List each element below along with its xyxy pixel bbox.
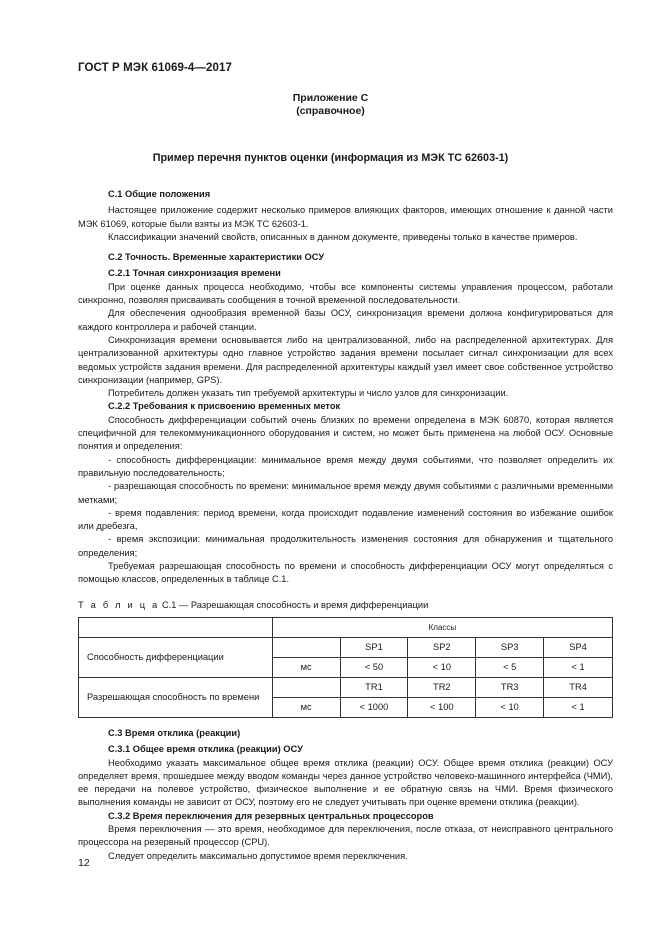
class-cell: SP1 [340, 637, 408, 657]
subsection-heading: С.3.1 Общее время отклика (реакции) ОСУ [108, 744, 303, 755]
value-cell: < 5 [476, 657, 544, 677]
paragraph: Способность дифференциации событий очень близких по времени определена в МЭК 60870, которая является специфичной для телекоммуникационного оборудования и систем, но может быть применена на любой ОСУ. Основные понятия и определения: [78, 414, 613, 452]
appendix-subtitle: (справочное) [296, 105, 365, 117]
definition-item: - время подавления: период времени, когда происходит подавление изменений состояния во избежание ошибок или дребезга, [78, 507, 613, 532]
unit-cell: мс [272, 697, 340, 717]
classes-table [78, 617, 613, 718]
definition-item: - разрешающая способность по времени: минимальное время между двумя событиями с различными временными метками; [78, 481, 613, 505]
section-heading: С.3 Время отклика (реакции) [108, 727, 241, 738]
class-cell: TR3 [476, 677, 544, 697]
subsection-heading: С.2.1 Точная синхронизация времени [108, 268, 281, 279]
table-caption-prefix: Т а б л и ц а [78, 599, 160, 610]
row-label: Разрешающая способность по времени [79, 677, 273, 717]
table-cell [272, 637, 340, 657]
document-body [78, 188, 613, 863]
class-cell: TR2 [408, 677, 476, 697]
paragraph: Следует определить максимально допустимое время переключения. [108, 850, 408, 861]
unit-cell: мс [272, 657, 340, 677]
paragraph: При оценке данных процесса необходимо, чтобы все компоненты системы управления процессом, работали синхронно, позволяя присваивать сообщения в точной временной последовательности. [78, 281, 613, 306]
paragraph: Синхронизация времени основывается либо на централизованной, либо на распределенной архитектурах. Для централизованной архитектуры одно главное устройство задания времени посылает сигнал синхронизации для всех ведомых устройств задания времени. Для распределенной архитектуры каждый узел имеет свое собственное устройство синхронизации (например, GPS). [78, 334, 613, 385]
value-cell: < 50 [340, 657, 408, 677]
class-cell: TR1 [340, 677, 408, 697]
paragraph: Время переключения — это время, необходимое для переключения, после отказа, от неисправного центрального процессора на резервный процессор (CPU). [78, 823, 613, 848]
page-number: 12 [78, 857, 90, 869]
table-row [79, 677, 613, 697]
value-cell: < 10 [408, 657, 476, 677]
table-caption-text: С.1 — Разрешающая способность и время дифференциации [161, 599, 429, 610]
class-cell: SP3 [476, 637, 544, 657]
table-corner-cell [79, 617, 273, 637]
table-caption [78, 599, 613, 612]
table-row [79, 637, 613, 657]
subsection-heading: С.3.2 Время переключения для резервных центральных процессоров [108, 810, 434, 821]
main-title: Пример перечня пунктов оценки (информация из МЭК ТС 62603-1) [152, 152, 509, 164]
class-cell: SP2 [408, 637, 476, 657]
section-heading: С.2 Точность. Временные характеристики ОСУ [108, 252, 325, 263]
paragraph: Потребитель должен указать тип требуемой архитектуры и число узлов для синхронизации. [108, 388, 509, 399]
appendix-title: Приложение С [292, 92, 369, 104]
table-header-classes: Классы [272, 617, 612, 637]
subsection-heading: С.2.2 Требования к присвоению временных меток [108, 401, 341, 412]
class-cell: SP4 [544, 637, 613, 657]
paragraph: Требуемая разрешающая способность по времени и способность дифференциации ОСУ могут определяться с помощью классов, определенных в таблице С.1. [78, 561, 613, 585]
value-cell: < 1000 [340, 697, 408, 717]
paragraph: Необходимо указать максимальное общее время отклика (реакции) ОСУ. Общее время отклика (реакции) ОСУ определяет время, прошедшее между вводом команды через данное устройство человеко-машинного интерфейса (ЧМИ), ее передачи на полевое устройство, физическое выполнение и ее обратную связь на ЧМИ. Время физического выполнения команды не зависит от ОСУ, поэтому его не следует учитывать при оценке времени отклика (реакции). [78, 757, 613, 808]
table-header-row [79, 617, 613, 637]
class-cell: TR4 [544, 677, 613, 697]
section-heading: С.1 Общие положения [108, 189, 211, 199]
standard-header: ГОСТ Р МЭК 61069-4—2017 [78, 62, 232, 74]
definition-item: - способность дифференциации: минимальное время между двумя событиями, что позволяет определить их правильную последовательность; [78, 454, 613, 478]
value-cell: < 100 [408, 697, 476, 717]
paragraph: Классификации значений свойств, описанных в данном документе, приведены только в качестве примеров. [108, 231, 578, 242]
paragraph: Настоящее приложение содержит несколько примеров влияющих факторов, имеющих отношение к данной части МЭК 61069, которые были взяты из МЭК ТС 62603-1. [78, 205, 613, 229]
value-cell: < 1 [544, 657, 613, 677]
value-cell: < 1 [544, 697, 613, 717]
paragraph: Для обеспечения однообразия временной базы ОСУ, синхронизация времени должна конфигурироваться для каждого контроллера и рабочей станции. [78, 308, 613, 332]
table-cell [272, 677, 340, 697]
definition-item: - время экспозиции: минимальная продолжительность изменения состояния для обнаружения и тщательного определения; [78, 534, 613, 558]
value-cell: < 10 [476, 697, 544, 717]
row-label: Способность дифференциации [79, 637, 273, 677]
